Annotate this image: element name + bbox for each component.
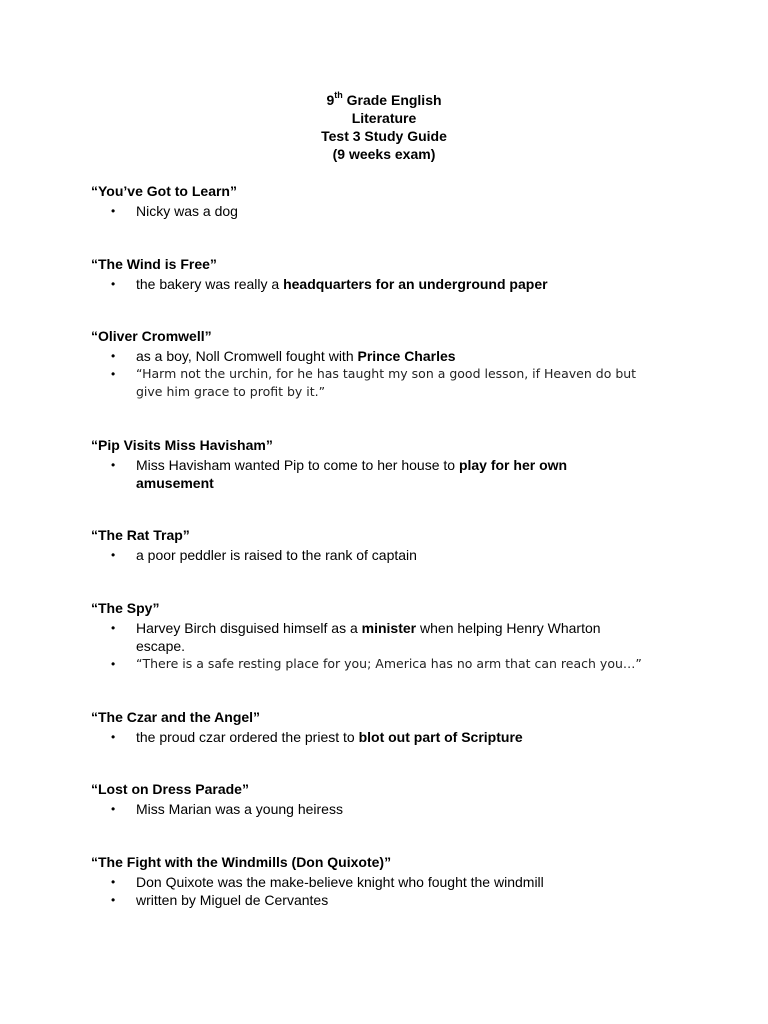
bullet-list — [91, 619, 691, 673]
grade-number: 9 — [326, 92, 335, 108]
section-pip-visits-miss-havisham — [91, 436, 691, 492]
document-header — [0, 91, 768, 163]
grade-superscript: th — [334, 90, 343, 101]
bullet-dot-icon: • — [111, 802, 116, 816]
bullet-dot-icon: • — [111, 349, 116, 363]
section-the-spy — [91, 599, 691, 673]
bullet-dot-icon: • — [111, 730, 116, 744]
bullet-item: • written by Miguel de Cervantes — [111, 892, 329, 908]
bullet-list — [91, 456, 691, 492]
bullet-dot-icon: • — [111, 893, 116, 907]
bullet-item: • the bakery was really a headquarters for an underground paper — [111, 276, 548, 292]
bullet-item: • a poor peddler is raised to the rank of captain — [111, 547, 417, 563]
section-oliver-cromwell — [91, 327, 691, 401]
grade-subject: Grade English — [342, 92, 442, 108]
bullet-dot-icon: • — [111, 875, 116, 889]
bullet-list — [91, 873, 691, 909]
section-the-czar-and-the-angel — [91, 708, 691, 746]
section-youve-got-to-learn — [91, 182, 691, 220]
bullet-list — [91, 800, 691, 818]
bullet-dot-icon: • — [111, 657, 116, 671]
header-line-grade — [0, 91, 768, 109]
bullet-item: • as a boy, Noll Cromwell fought with Prince Charles — [111, 348, 456, 364]
section-title: “The Czar and the Angel” — [91, 709, 261, 725]
bullet-item: • Nicky was a dog — [111, 203, 238, 219]
bullet-item: • Miss Marian was a young heiress — [111, 801, 343, 817]
bullet-list — [91, 728, 691, 746]
bullet-dot-icon: • — [111, 621, 116, 635]
bullet-list — [91, 347, 691, 401]
section-fight-with-the-windmills — [91, 853, 691, 909]
section-title: “Pip Visits Miss Havisham” — [91, 437, 273, 453]
bullet-item: • Harvey Birch disguised himself as a minister when helping Henry Wharton escape. — [111, 620, 601, 654]
section-title: “Oliver Cromwell” — [91, 328, 212, 344]
bullet-list — [91, 202, 691, 220]
section-title: “The Rat Trap” — [91, 527, 190, 543]
section-title: “Lost on Dress Parade” — [91, 781, 249, 797]
bullet-item: • the proud czar ordered the priest to blot out part of Scripture — [111, 729, 523, 745]
bullet-dot-icon: • — [111, 548, 116, 562]
section-title: “The Fight with the Windmills (Don Quixote)” — [91, 854, 392, 870]
bullet-item: • Don Quixote was the make-believe knight who fought the windmill — [111, 874, 544, 890]
header-line-exam: (9 weeks exam) — [332, 146, 436, 162]
bullet-item-quote: • “Harm not the urchin, for he has taught my son a good lesson, if Heaven do but give him grace to profit by it.” — [111, 366, 637, 399]
header-line-subject: Literature — [351, 110, 417, 126]
bullet-dot-icon: • — [111, 277, 116, 291]
bullet-dot-icon: • — [111, 367, 116, 381]
bullet-item-quote: • “There is a safe resting place for you; America has no arm that can reach you…” — [111, 656, 642, 671]
bullet-dot-icon: • — [111, 204, 116, 218]
header-line-test: Test 3 Study Guide — [321, 128, 447, 144]
section-title: “The Spy” — [91, 600, 160, 616]
bullet-list — [91, 546, 691, 564]
bullet-dot-icon: • — [111, 458, 116, 472]
section-lost-on-dress-parade — [91, 780, 691, 818]
section-title: “You’ve Got to Learn” — [91, 183, 237, 199]
bullet-item: • Miss Havisham wanted Pip to come to her house to play for her own amusement — [111, 457, 568, 491]
section-the-rat-trap — [91, 526, 691, 564]
section-title: “The Wind is Free” — [91, 256, 217, 272]
bullet-list — [91, 275, 691, 293]
section-the-wind-is-free — [91, 255, 691, 293]
